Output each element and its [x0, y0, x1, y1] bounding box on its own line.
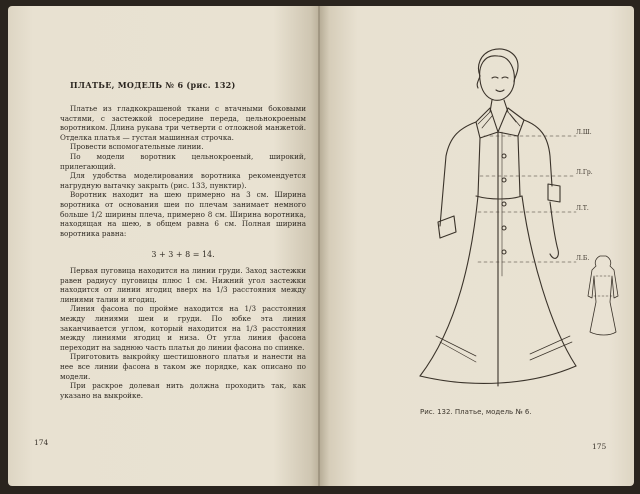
text-block-1	[60, 104, 306, 238]
label-waist: Л.Т.	[576, 205, 589, 212]
button	[502, 178, 506, 182]
dress-illustration	[380, 36, 620, 396]
button	[502, 226, 506, 230]
paragraph: Для удобства моделирования воротника рекомендуется нагрудную вытачку закрыть (рис. 133, пунктир).	[60, 171, 306, 190]
button	[502, 202, 506, 206]
button	[502, 250, 506, 254]
waistline	[476, 196, 522, 199]
hem-stitching	[436, 336, 572, 362]
section-heading: ПЛАТЬЕ, МОДЕЛЬ № 6 (рис. 132)	[70, 80, 236, 90]
page-number-left: 174	[34, 438, 49, 447]
hair	[477, 49, 518, 88]
left-page	[8, 6, 320, 486]
hand	[550, 202, 558, 258]
paragraph: Воротник находит на шею примерно на 3 см. Ширина воротника от основания шеи по плечам занимает немного больше 1/2 ширины плеча, примерно 8 см. Ширина воротника, находящая на шею, в общем равна 6 см. Полная ширина воротника равна:	[60, 190, 306, 238]
paragraph: По модели воротник цельнокроеный, широкий, прилегающий.	[60, 151, 306, 171]
formula: 3 + 3 + 8 = 14.	[151, 250, 215, 259]
paragraph: Провести вспомогательные линии.	[70, 142, 204, 152]
paragraph: Первая пуговица находится на линии груди. Заход застежки равен радиусу пуговицы плюс 1 см. Нижний угол застежки находится от линии ягодиц вверх на 1/3 расстояния между линиями талии и ягодиц.	[60, 266, 306, 304]
bodice-sides	[478, 136, 520, 196]
label-chest: Л.Гр.	[576, 169, 593, 176]
page-number-right: 175	[592, 442, 607, 451]
label-hip: Л.Б.	[576, 255, 590, 262]
label-shoulder: Л.Ш.	[576, 129, 592, 136]
paragraph: Платье из гладкокрашеной ткани с втачными боковыми частями, с застежкой посередине переда, цельнокроеным воротником. Длина рукава три четверти с отложной манжетой. Отделка платья — густая машинная строчка.	[60, 104, 306, 142]
figure-caption: Рис. 132. Платье, модель № 6.	[420, 408, 532, 416]
right-page	[320, 6, 634, 486]
collar	[476, 108, 524, 138]
neck	[490, 100, 508, 112]
paragraph: Приготовить выкройку шестишовного платья и нанести на нее все линии фасона в таком же порядке, как описано по модели.	[60, 352, 306, 381]
button	[502, 154, 506, 158]
paragraph: При раскрое долевая нить должна проходить так, как указано на выкройке.	[60, 381, 306, 400]
back-view-thumbnail	[588, 256, 618, 335]
face-features	[492, 77, 508, 92]
cuffs	[438, 184, 560, 238]
paragraph: Линия фасона по пройме находится на 1/3 расстояния между линиями шеи и груди. По юбке эта линия заканчивается углом, который находится на 1/3 расстояния между линиями ягодиц и низа. От угла линия фасона переходит на заднюю часть платья до линии фасона по спинке.	[60, 304, 306, 352]
text-block-2	[60, 266, 306, 400]
